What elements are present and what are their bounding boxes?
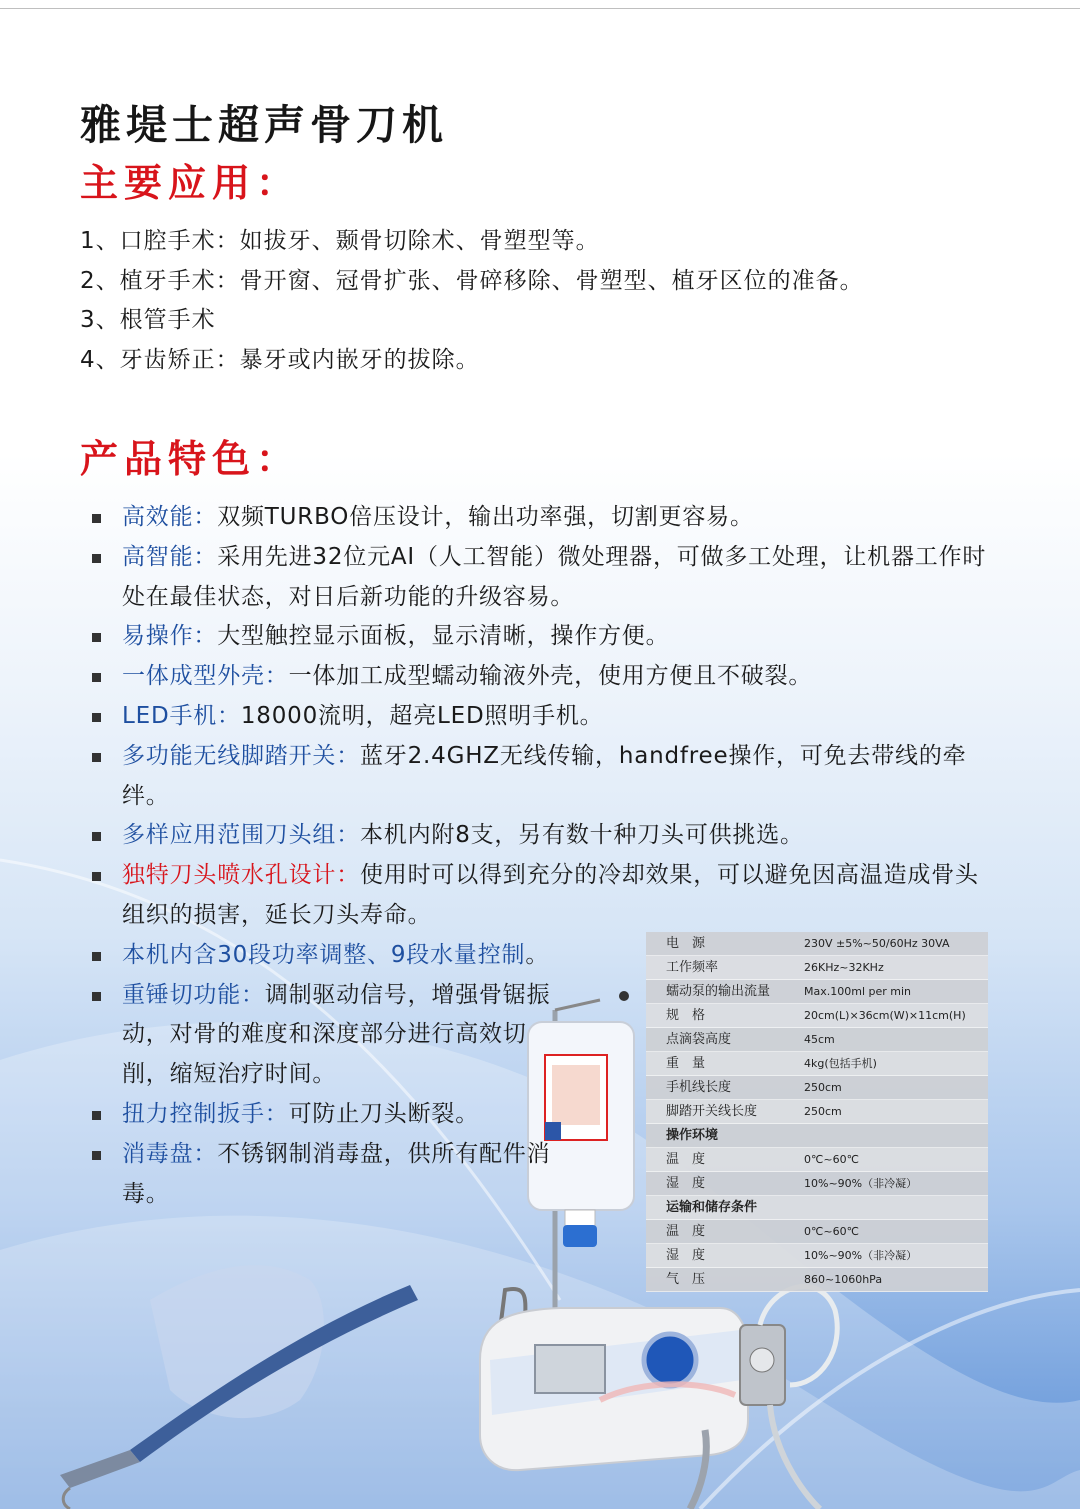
spec-row — [646, 1052, 988, 1076]
spec-label: 湿 度 — [666, 1248, 706, 1263]
spec-row — [646, 1076, 988, 1100]
feature-text: 蓝牙2.4GHZ无线传输，handfree操作，可免去带线的牵绊。 — [122, 742, 967, 809]
spec-label: 点滴袋高度 — [666, 1032, 732, 1047]
application-item: 2、植牙手术：骨开窗、冠骨扩张、骨碎移除、骨塑型、植牙区位的准备。 — [80, 267, 864, 294]
feature-key: 一体成型外壳： — [122, 663, 289, 690]
feature-item — [86, 856, 982, 936]
spec-label: 重 量 — [666, 1056, 706, 1071]
feature-key: 消毒盘： — [122, 1140, 218, 1167]
spec-label: 电 源 — [666, 936, 706, 951]
bullet-icon — [92, 1111, 101, 1120]
application-item: 3、根管手术 — [80, 307, 216, 333]
feature-text: 本机内附8支，另有数十种刀头可供挑选。 — [360, 822, 804, 849]
feature-text: 大型触控显示面板，显示清晰，操作方便。 — [217, 623, 670, 650]
feature-item — [86, 538, 996, 618]
spec-label: 温 度 — [666, 1152, 706, 1167]
feature-item — [86, 617, 996, 657]
bullet-icon — [92, 1151, 101, 1160]
handpiece-image — [60, 1265, 418, 1509]
spec-row — [646, 1172, 988, 1196]
feature-text: 双频TURBO倍压设计，输出功率强，切割更容易。 — [217, 504, 754, 530]
spec-value: Max.100ml per min — [804, 985, 912, 998]
spec-row — [646, 932, 988, 956]
feature-key: 易操作： — [122, 623, 218, 650]
spec-label: 手机线长度 — [666, 1080, 732, 1095]
application-item: 4、牙齿矫正：暴牙或内嵌牙的拔除。 — [80, 346, 480, 373]
spec-row — [646, 1004, 988, 1028]
spec-row — [646, 1196, 988, 1220]
feature-text: 。 — [525, 941, 550, 968]
bullet-icon — [92, 514, 101, 523]
application-item: 1、口腔手术：如拔牙、颞骨切除术、骨塑型等。 — [80, 228, 600, 254]
spec-row — [646, 1148, 988, 1172]
spec-value: 10%~90%（非冷凝） — [804, 1177, 918, 1190]
spec-table — [646, 932, 988, 1292]
spec-value: 250cm — [804, 1081, 842, 1094]
feature-item — [86, 976, 572, 1095]
spec-row — [646, 1100, 988, 1124]
spec-value: 20cm(L)×36cm(W)×11cm(H) — [804, 1009, 966, 1022]
spec-value: 0℃~60℃ — [804, 1153, 859, 1166]
spec-value: 230V ±5%~50/60Hz 30VA — [804, 937, 950, 950]
feature-key: 高效能： — [122, 504, 218, 530]
spec-row — [646, 1028, 988, 1052]
feature-text: 可防止刀头断裂。 — [288, 1100, 480, 1127]
bullet-icon — [92, 992, 101, 1001]
features-heading: 产品特色： — [80, 437, 301, 481]
spec-value: 860~1060hPa — [804, 1273, 883, 1286]
bullet-icon — [92, 952, 101, 961]
bullet-icon — [92, 554, 101, 563]
spec-value: 10%~90%（非冷凝） — [804, 1249, 918, 1262]
bullet-icon — [92, 832, 101, 841]
spec-value: 26KHz~32KHz — [804, 961, 884, 974]
spec-value: 250cm — [804, 1105, 842, 1118]
feature-text: 不锈钢制消毒盘，供所有配件消毒。 — [122, 1140, 551, 1207]
bullet-icon — [92, 872, 101, 881]
page-title: 雅堤士超声骨刀机 — [80, 101, 448, 149]
spec-value: 45cm — [804, 1033, 835, 1046]
feature-text: 使用时可以得到充分的冷却效果，可以避免因高温造成骨头组织的损害，延长刀头寿命。 — [122, 862, 979, 928]
feature-item — [86, 816, 996, 856]
feature-key: 多功能无线脚踏开关： — [122, 742, 360, 769]
spec-label: 蠕动泵的输出流量 — [666, 984, 771, 999]
feature-text: 调制驱动信号，增强骨锯振动，对骨的难度和深度部分进行高效切削，缩短治疗时间。 — [122, 981, 551, 1088]
spec-value — [804, 1124, 988, 1147]
feature-text: 一体加工成型蠕动输液外壳，使用方便且不破裂。 — [288, 663, 813, 690]
spec-value: 4kg(包括手机) — [804, 1057, 877, 1070]
spec-value: 0℃~60℃ — [804, 1225, 859, 1238]
spec-row — [646, 980, 988, 1004]
feature-item — [86, 697, 996, 737]
spec-row — [646, 1220, 988, 1244]
spec-label: 脚踏开关线长度 — [666, 1104, 758, 1119]
spec-value — [804, 1196, 988, 1219]
spec-label: 湿 度 — [666, 1176, 706, 1191]
bullet-icon — [92, 633, 101, 642]
spec-label: 温 度 — [666, 1224, 706, 1239]
spec-row — [646, 956, 988, 980]
spec-label: 操作环境 — [666, 1128, 719, 1143]
spec-row — [646, 1124, 988, 1148]
feature-key: LED手机： — [122, 702, 241, 729]
spec-row — [646, 1244, 988, 1268]
feature-item — [86, 1135, 572, 1215]
spec-label: 规 格 — [666, 1008, 706, 1023]
spec-label: 运输和储存条件 — [666, 1200, 758, 1215]
spec-label: 气 压 — [666, 1272, 706, 1287]
feature-item — [86, 657, 996, 697]
feature-key: 本机内含30段功率调整、9段水量控制 — [122, 941, 526, 968]
feature-text: 采用先进32位元AI（人工智能）微处理器，可做多工处理，让机器工作时处在最佳状态，对日后新功能的升级容易。 — [122, 543, 987, 610]
feature-key: 重锤切功能： — [122, 981, 265, 1008]
feature-key: 独特刀头喷水孔设计： — [122, 862, 360, 889]
bullet-icon — [92, 713, 101, 722]
feature-key: 扭力控制扳手： — [122, 1100, 289, 1127]
feature-item — [86, 498, 996, 538]
bullet-icon — [92, 753, 101, 762]
spec-row — [646, 1268, 988, 1292]
feature-key: 高智能： — [122, 543, 218, 570]
applications-heading: 主要应用： — [80, 161, 301, 205]
bullet-icon — [92, 673, 101, 682]
spec-label: 工作频率 — [666, 960, 719, 975]
feature-key: 多样应用范围刀头组： — [122, 822, 360, 849]
feature-text: 18000流明，超亮LED照明手机。 — [240, 702, 604, 729]
feature-item — [86, 737, 982, 817]
